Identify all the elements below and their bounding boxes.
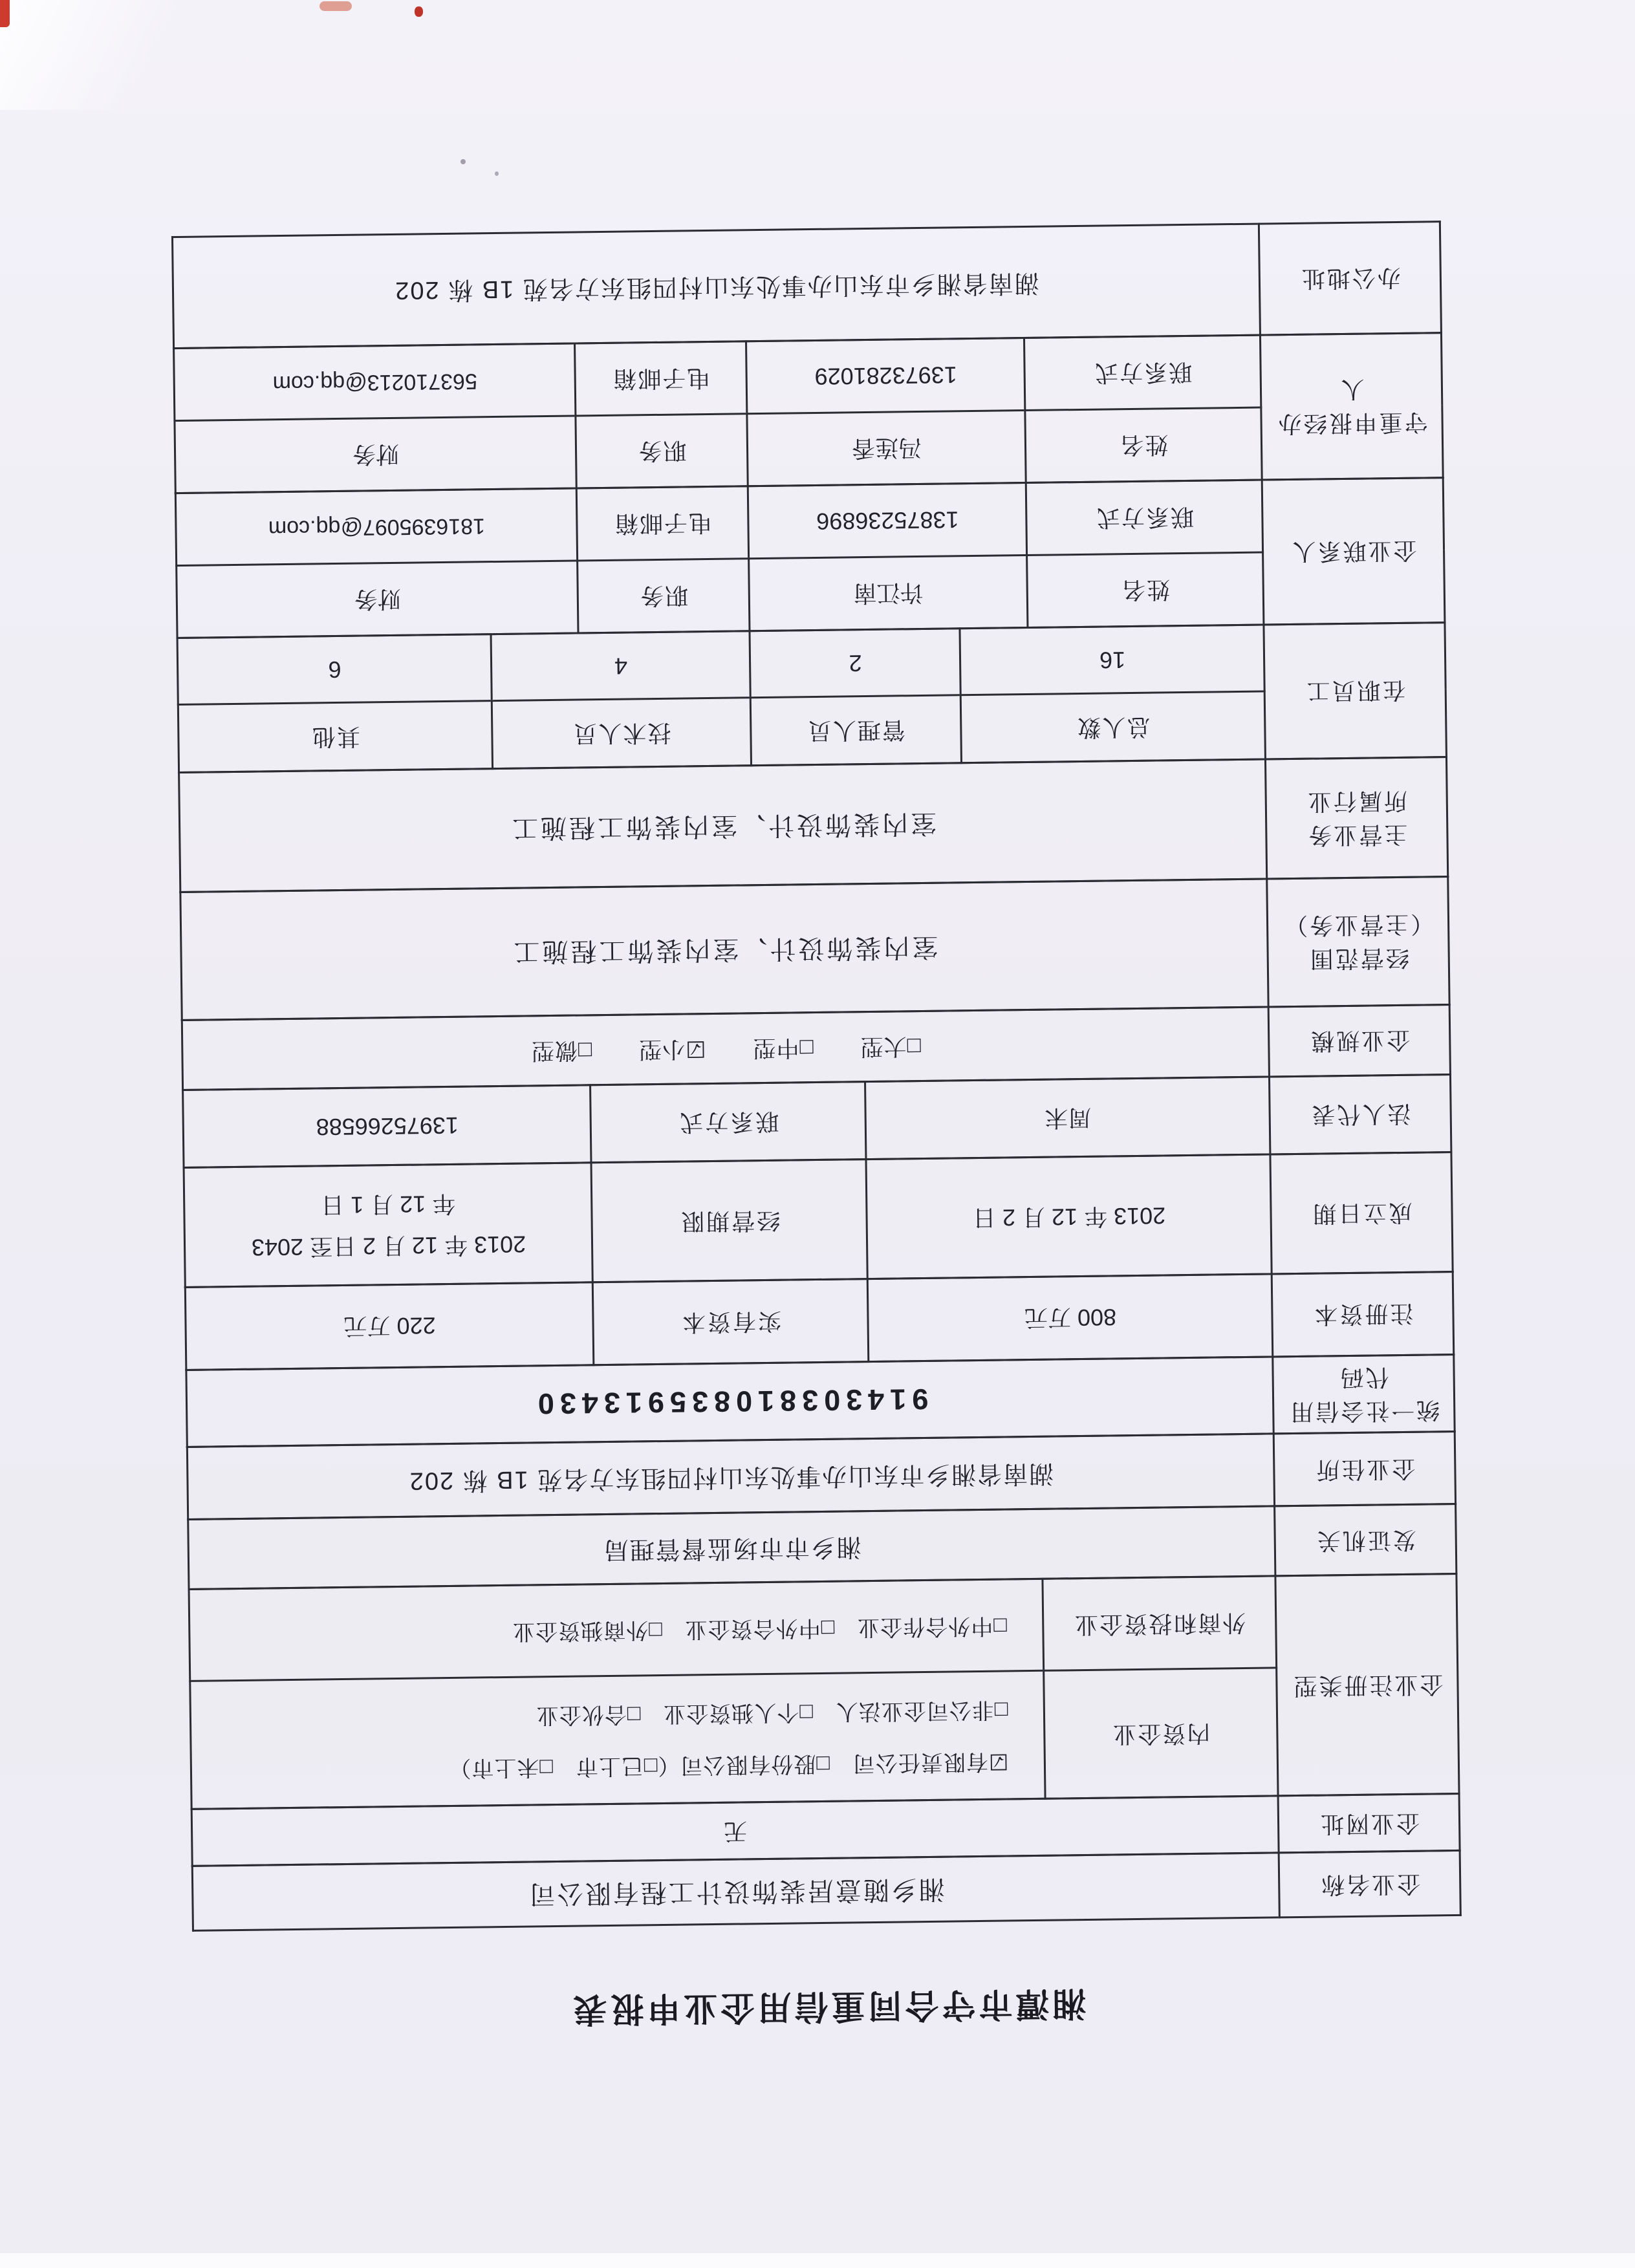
- handler-name-value: 冯连香: [747, 410, 1026, 486]
- credit-code-label: 统一社会信用代码: [1273, 1354, 1455, 1434]
- company-name-label: 企业名称: [1279, 1850, 1461, 1917]
- contact-phone-label: 联系方式: [1026, 480, 1263, 555]
- business-scope-value: 室内装饰设计、室内装饰工程施工: [180, 879, 1268, 1021]
- employees-total-value: 16: [960, 625, 1264, 695]
- contact-name-value: 许江南: [749, 555, 1028, 631]
- company-address-value: 湖南省湘乡市东山办事处东山村四组东方名苑 1B 栋 202: [188, 1434, 1275, 1520]
- company-scale-options: □大型 □中型 ☑小型 □微型: [182, 1007, 1270, 1090]
- business-term-value: 2013 年 12 月 2 日至 2043 年 12 月 1 日: [184, 1162, 593, 1287]
- contact-name-label: 姓名: [1027, 552, 1264, 627]
- foreign-enterprise-options: □中外合作企业 □中外合资企业 □外商独资企业: [189, 1579, 1045, 1681]
- domestic-enterprise-label: 内资企业: [1044, 1668, 1278, 1798]
- handler-name-label: 姓名: [1025, 407, 1262, 482]
- table-group: [177, 621, 1447, 773]
- business-scope-label: 经营范围 （主营业务）: [1267, 876, 1449, 1006]
- employees-other-label: 其他: [179, 700, 493, 772]
- scan-corner-glare: [0, 0, 233, 110]
- handler-phone-label: 联系方式: [1024, 335, 1261, 410]
- handler-email-label: 电子邮箱: [575, 341, 747, 415]
- company-address-label: 企业住所: [1274, 1431, 1456, 1506]
- table-group: [183, 1151, 1454, 1288]
- declaration-handler-label: 守重申报经办人: [1261, 332, 1444, 479]
- table-group: [173, 332, 1445, 494]
- handler-email-value: 563710213@qq.com: [174, 343, 576, 421]
- scan-edge-strip: [0, 2253, 1635, 2268]
- table-group: [180, 876, 1451, 1021]
- legal-representative-label: 法人代表: [1270, 1074, 1451, 1154]
- office-address-value: 湖南省湘乡市东山办事处东山村四组东方名苑 1B 栋 202: [173, 224, 1261, 349]
- employees-management-label: 管理人员: [751, 695, 962, 765]
- contact-email-label: 电子邮箱: [577, 486, 749, 560]
- establish-date-value: 2013 年 12 月 2 日: [866, 1154, 1272, 1279]
- actual-capital-value: 220 万元: [186, 1282, 594, 1370]
- company-contact-label: 企业联系人: [1262, 477, 1446, 624]
- registered-capital-label: 注册资本: [1272, 1271, 1455, 1356]
- company-scale-label: 企业规模: [1269, 1004, 1451, 1076]
- handler-title-value: 财务: [175, 416, 576, 493]
- registration-type-label: 企业注册类型: [1275, 1573, 1459, 1795]
- actual-capital-label: 实有资本: [593, 1279, 869, 1365]
- table-group: [171, 221, 1442, 349]
- employees-other-value: 6: [178, 634, 492, 704]
- form-table: [0, 218, 1635, 1934]
- domestic-enterprise-options: ☑有限责任公司 □股份有限公司（□已上市 □未上市） □非公司企业法人 □个人独资企业 □合伙企业: [190, 1670, 1045, 1809]
- office-address-label: 办公地址: [1259, 221, 1442, 334]
- issuing-authority-value: 湘乡市市场监督管理局: [188, 1506, 1275, 1590]
- industry-value: 室内装饰设计、室内装饰工程施工: [179, 759, 1267, 892]
- registered-capital-value: 800 万元: [868, 1274, 1273, 1362]
- legal-rep-contact-value: 13975266588: [183, 1085, 591, 1167]
- scan-artifact-dot: [460, 159, 466, 164]
- industry-label: 主营业务 所属行业: [1266, 757, 1448, 878]
- table-group: [175, 477, 1446, 639]
- establish-date-label: 成立日期: [1270, 1152, 1453, 1273]
- website-label: 企业网址: [1279, 1793, 1460, 1852]
- handler-title-label: 职务: [576, 413, 748, 488]
- employees-technical-value: 4: [492, 631, 751, 700]
- credit-code-value: 914303810835913430: [186, 1357, 1273, 1447]
- form-title: 湘潭市守合同重信用企业申报表: [570, 1984, 1087, 2028]
- handler-phone-value: 13973281029: [746, 338, 1025, 413]
- employees-technical-label: 技术人员: [492, 697, 752, 768]
- legal-representative-value: 周末: [865, 1077, 1270, 1160]
- contact-email-value: 1816395097@qq.com: [176, 488, 578, 566]
- scan-artifact-red-dot: [415, 6, 423, 17]
- employees-total-label: 总人数: [961, 691, 1266, 763]
- table-group: [188, 1573, 1460, 1810]
- foreign-enterprise-label: 外商和投资企业: [1043, 1576, 1277, 1670]
- employees-management-value: 2: [750, 628, 960, 697]
- contact-phone-value: 13875236896: [748, 482, 1027, 558]
- business-term-label: 经营期限: [592, 1159, 868, 1282]
- contact-title-label: 职务: [578, 558, 750, 632]
- contact-title-value: 财务: [177, 561, 578, 638]
- employees-label: 在职员工: [1264, 622, 1447, 759]
- website-value: 无: [192, 1796, 1279, 1866]
- company-name-value: 湘乡随意居装饰设计工程有限公司: [193, 1853, 1280, 1931]
- legal-rep-contact-label: 联系方式: [590, 1081, 866, 1162]
- scan-artifact-dot: [495, 171, 499, 176]
- issuing-authority-label: 发证机关: [1275, 1504, 1456, 1575]
- table-group: [179, 756, 1449, 893]
- scan-artifact-red-strip: [0, 0, 10, 27]
- scan-artifact-smudge: [319, 1, 352, 11]
